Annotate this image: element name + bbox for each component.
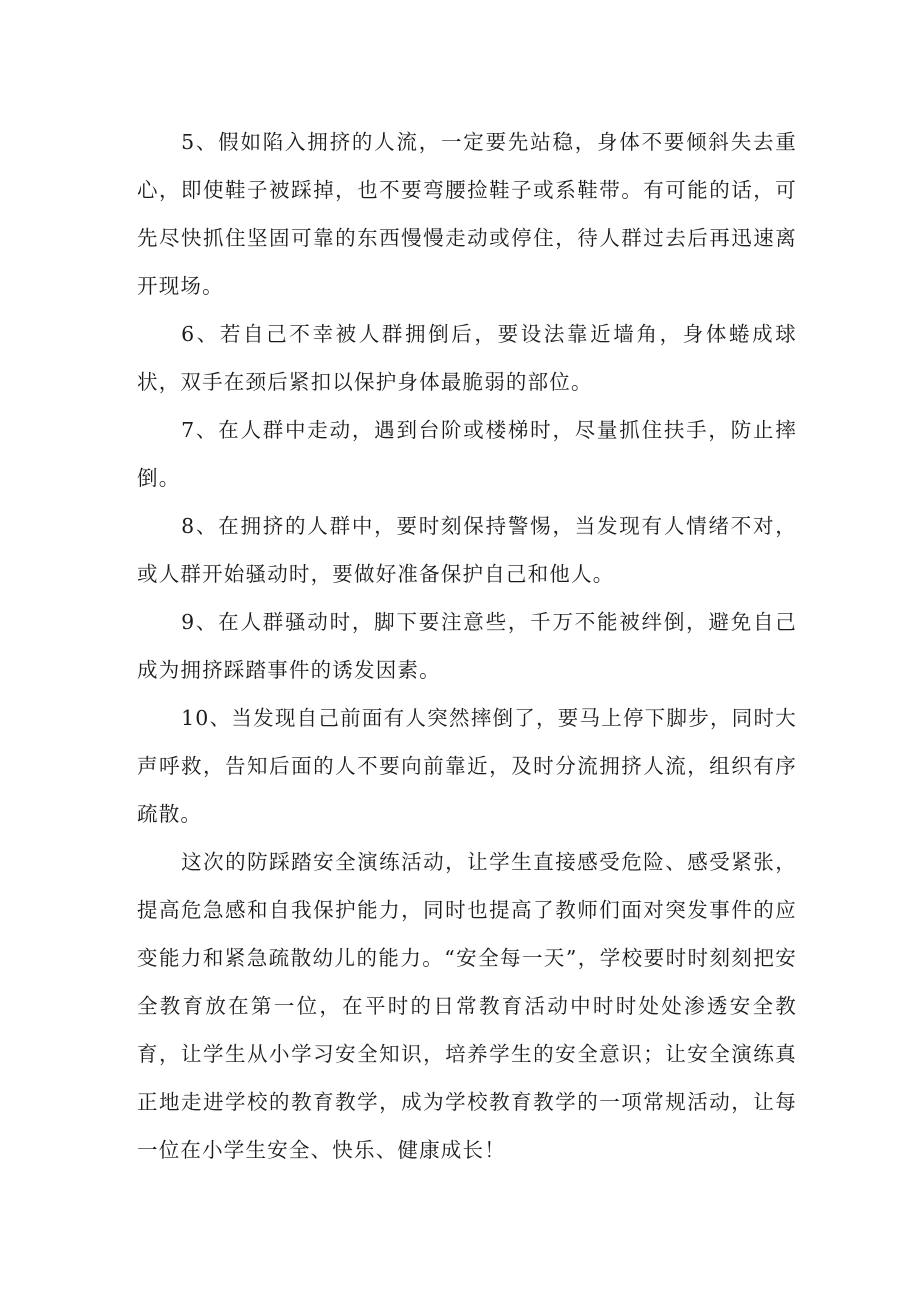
summary-paragraph: 这次的防踩踏安全演练活动，让学生直接感受危险、感受紧张，提高危急感和自我保护能力，同时也提高了教师们面对突发事件的应变能力和紧急疏散幼儿的能力。“安全每一天”，学校要时时刻刻把安全教育放在第一位，在平时的日常教育活动中时时处处渗透安全教育，让学生从小学习安全知识，培养学生的安全意识；让安全演练真正地走进学校的教育教学，成为学校教育教学的一项常规活动，让每一位在小学生安全、快乐、健康成长！	[137, 850, 797, 1162]
document-body	[137, 118, 797, 1174]
paragraph-item-6: 6、若自己不幸被人群拥倒后，要设法靠近墙角，身体蜷成球状，双手在颈后紧扣以保护身体最脆弱的部位。	[137, 322, 797, 394]
paragraph-item-5: 5、假如陷入拥挤的人流，一定要先站稳，身体不要倾斜失去重心，即使鞋子被踩掉，也不要弯腰捡鞋子或系鞋带。有可能的话，可先尽快抓住坚固可靠的东西慢慢走动或停住，待人群过去后再迅速离开现场。	[137, 130, 797, 298]
paragraph-item-9: 9、在人群骚动时，脚下要注意些，千万不能被绊倒，避免自己成为拥挤踩踏事件的诱发因素。	[137, 610, 797, 682]
paragraph-item-8: 8、在拥挤的人群中，要时刻保持警惕，当发现有人情绪不对，或人群开始骚动时，要做好准备保护自己和他人。	[137, 514, 797, 586]
paragraph-item-10: 10、当发现自己前面有人突然摔倒了，要马上停下脚步，同时大声呼救，告知后面的人不要向前靠近，及时分流拥挤人流，组织有序疏散。	[137, 706, 797, 826]
paragraph-item-7: 7、在人群中走动，遇到台阶或楼梯时，尽量抓住扶手，防止摔倒。	[137, 418, 797, 490]
